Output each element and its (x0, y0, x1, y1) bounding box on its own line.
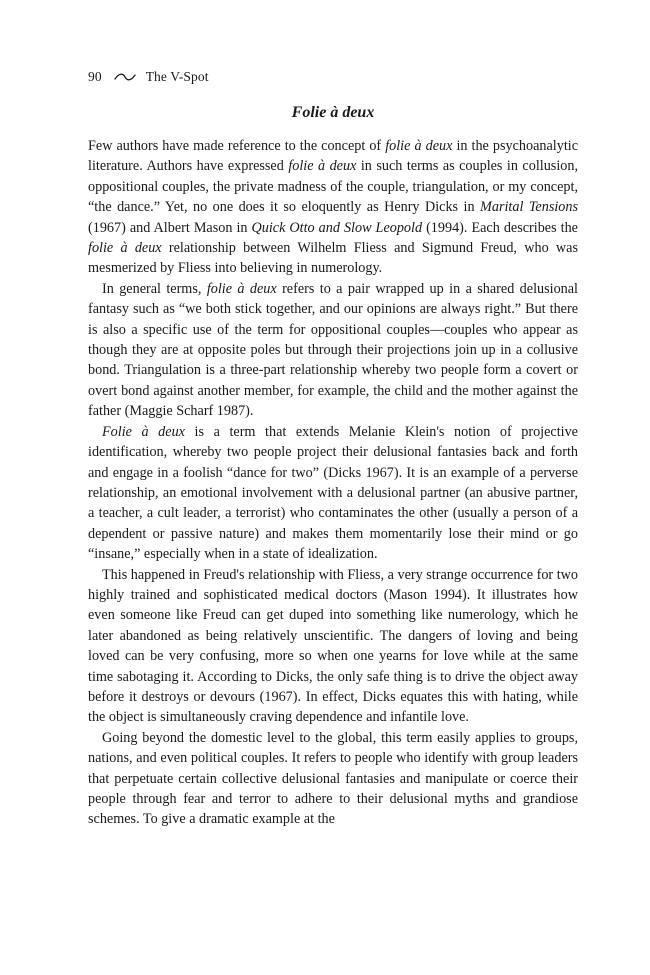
text-run: relationship between Wilhelm Fliess and Sigmund Freud, who was mesmerized by Fliess into believing in numerology. (88, 240, 578, 277)
italic-text-run: Folie à deux (102, 423, 185, 440)
text-run: in such terms as couples in collusion, oppositional couples, the private madness of the couple, triangulation, or my concept, “the dance.” Yet, no one does it so eloquently as Henry Dicks in (88, 158, 579, 216)
text-run: is a term that extends Melanie Klein's notion of projective identification, whereby two people project their delusional fantasies back and forth and engage in a foolish “dance for two” (Dicks 1967). It is an example of a perverse relationship, an emotional involvement with a delusional partner (an abusive partner, a teacher, a cult leader, a terrorist) who contaminates the other (usually a person of a dependent or passive nature) and makes them momentarily lose their mind or go “insane,” especially when in a state of idealization. (88, 423, 578, 563)
page-number: 90 (88, 69, 102, 84)
text-run: (1994). Each describes the (422, 219, 578, 236)
running-head (88, 66, 578, 88)
book-page (88, 66, 578, 830)
italic-text-run: folie à deux (288, 158, 357, 175)
italic-text-run: Marital Tensions (480, 199, 578, 216)
text-run: Going beyond the domestic level to the global, this term easily applies to groups, nations, and even political couples. It refers to people who identify with group leaders that perpetuate certain collective delusional fantasies and manipulate or coerce their people through fear and terror to adhere to their delusional myths and grandiose schemes. To give a dramatic example at the (88, 729, 578, 828)
tilde-swash-icon (114, 72, 136, 82)
body-text (88, 136, 578, 830)
paragraph-3 (88, 422, 578, 565)
italic-text-run: folie à deux (88, 240, 162, 257)
text-run: This happened in Freud's relationship with Fliess, a very strange occurrence for two highly trained and sophisticated medical doctors (Mason 1994). It illustrates how even someone like Freud can get duped into something like numerology, which he later abandoned as being relatively unscientific. The dangers of loving and being loved can be very confusing, more so when one yearns for love while at the same time sabotaging it. According to Dicks, the only safe thing is to drive the object away before it destroys or devours (1967). In effect, Dicks equates this with hating, while the object is simultaneously craving dependence and infantile love. (88, 566, 578, 726)
text-run: in the psychoanalytic literature. Authors have expressed (88, 138, 578, 175)
text-run: (1967) and Albert Mason in (88, 219, 252, 236)
italic-text-run: folie à deux (206, 280, 277, 297)
section-title: Folie à deux (291, 104, 375, 121)
paragraph-1 (88, 136, 578, 279)
italic-text-run: folie à deux (385, 138, 453, 154)
italic-text-run: Quick Otto and Slow Leopold (251, 219, 423, 236)
paragraph-4 (88, 565, 578, 728)
paragraph-5 (88, 728, 578, 830)
paragraph-2 (88, 279, 578, 422)
text-run: refers to a pair wrapped up in a shared delusional fantasy such as “we both stick together, and our opinions are always right.” But there is also a specific use of the term for oppositional couples—couples who appear as though they are at opposite poles but through their projections join up in a collusive bond. Triangulation is a three-part relationship whereby two people form a covert or overt bond against another member, for example, the child and the mother against the father (Maggie Scharf 1987). (88, 280, 578, 420)
text-run: Few authors have made reference to the concept of (88, 138, 386, 154)
running-title: The V-Spot (145, 69, 209, 84)
text-run: In general terms, (102, 280, 207, 297)
